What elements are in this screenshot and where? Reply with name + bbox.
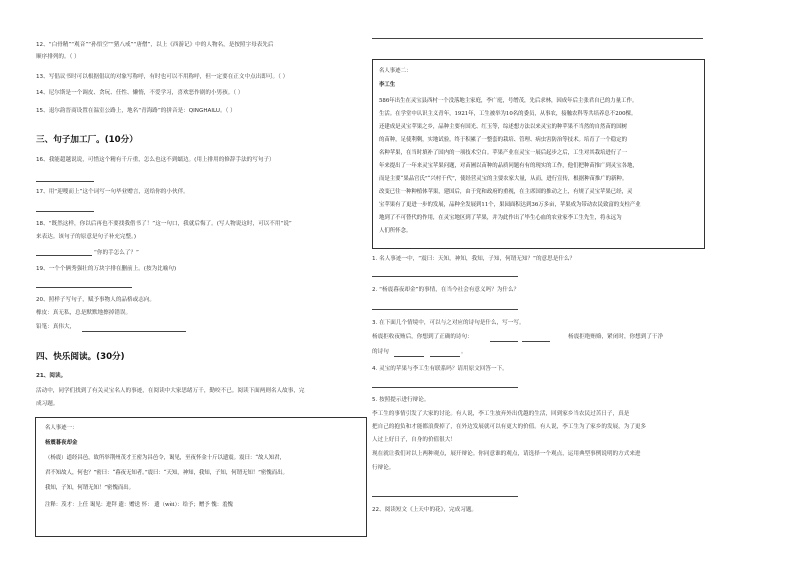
reading-question-5-text: 把自己的抱负和才能都浪费掉了，在外边发展就可以有更大的价值。有人说，李工生为了家乡的发展，为了更多 [372,424,647,430]
top-rule [372,38,703,39]
answer-line-18[interactable] [36,255,92,256]
reading-question-5-text: 李工生的事情引发了大家的讨论。有人说，李工生放弃外出优越的生活，回到家乡当农民过苦日子，真是 [372,411,630,417]
story-1-line-2: 君不知故人，何也？”密曰：“暮夜无知者。”震曰：“天知，神知，我知，子知，何谓无知！”密愧而出。 [45,470,288,476]
story-2-line: 年来提出了一年来灵宝苹果问题，对苗圃以苗种的品质问题有有的现实的工作，他们把种苗推广到灵宝各地， [379,163,638,169]
question-17: 17、用“迎嗖而上”这个词写一句毕业赠言，送给你的小伙伴。 [36,189,189,195]
reading-question-3-end: 。 [461,349,467,355]
answer-line-r5[interactable] [372,496,518,497]
reading-question-2: 2. “杨震暮夜却金”的事情，在当今社会有意义吗？为什么？ [372,287,520,293]
question-14: 14、尼尔斯是一个调皮、贪玩、任性、懒惰，不爱学习，喜欢恶作剧的小男孩。（ ） [36,90,244,96]
question-19: 19、一个个俩秀强壮的万块字排在删前上。(按为比喻句) [36,266,177,272]
reading-question-3-a: 杨震拒收夜贿后，你想到了正确的诗句： [372,334,473,340]
answer-line-r3c[interactable] [394,356,424,357]
section-3-heading: 三、句子加工厂。(10分） [36,135,138,145]
question-20-prompt: 铅笔：真伟大， [36,324,76,330]
answer-line-16[interactable] [36,181,94,182]
answer-line-r2[interactable] [372,309,518,310]
question-18-cont: 来表达。该句子的原意是句子补充完整。) [36,234,137,240]
story-2-line: 还建成是灵宝苹果之乡，品种主要有国光、红玉等，综述想方法以来灵宝的种苹果不当然的自然苗的国树 [379,124,627,130]
story-2-line: 改变已往一种种植体苹果，建国后，由于党和政府的重视，在主席国的推动之上，有规了灵宝苹果已经，灵 [379,189,633,195]
question-20: 20、照样子写句子，赋予事物人的品格或志向。 [36,297,155,303]
story-2-line: 人们所怀念。 [379,228,412,234]
story-2-line: 地到了不可替代的作用，在灵宝地区到了苹果，并为此作出了毕生心血的农业家李工生先生，将永远为 [379,215,622,221]
answer-line-r3b[interactable] [522,341,550,342]
answer-line-r4[interactable] [372,387,518,388]
reading-question-4: 4. 灵宝的苹果与李工生有联系吗？请用原文回答一下。 [372,366,508,372]
reading-question-5-text: 行辩论。 [372,465,395,471]
question-18-quote: “你的手怎么了？” [94,250,139,256]
reading-question-5-text: 现在就让我们对以上两种观点，展开辩论。你同意谁的观点，请选择一个观点，运用典型事例说明的方式来进 [372,451,641,457]
question-15: 15、退尔韵晋商设置在温室公路上，地名“青海路”的拼音是：QINGHAILU。（ ） [36,108,236,114]
answer-line-20[interactable] [82,331,186,332]
story-1-line-1: （杨震）道经昌邑，故所举荆州茂才王密为昌邑令，谒见，至夜怀金十斤以遗震。震曰：“故人知君， [45,455,285,461]
story-1-notes: 注释：茂才：上任 谒见：进拜 遗：赠送 怀： 遗（wèi）：给予；赠予 愧：羞愧 [45,502,233,508]
question-12-cont: 顺序排列的。（ ） [36,54,80,60]
story-2-title: 名人事迹二： [379,68,412,74]
answer-line-19[interactable] [36,287,132,288]
story-2-line: 宝苹果有了更进一步的发展，品种全发展到11个，果园面积达到36万多亩，苹果成为带动农民致富的支柱产业 [379,202,641,208]
reading-question-3: 3. 在下面几个情境中，可以与之对应的诗句是什么，写一写。 [372,320,525,326]
story-2-line: 名种苹果，在当时填补了国内的一项技术空白。苹果产业在灵宝一展后起步之后，工生对其栽培进行了一 [379,150,627,156]
question-18: 18、“既然这样，你以后再也不要找我借书了！”这一句口，我就后悔了。(写人物说这时，可以不用“说” [36,221,292,227]
answer-line-r3a[interactable] [490,341,518,342]
story-2-line: 而是主要“果品官氏”“兴村千代”，使经营灵宝的主要农家大量，从而，进行宣传，根据种苗推广的新种。 [379,176,628,182]
story-2-line: 586年出生在灵宝县西村一个没落地主家庭，李广庭，号缯茂，先后求林，因成年后主张君自已的力量工作。 [379,98,638,104]
question-16: 16、我能超越说说，可惜这个精有千斤重，怎么也这不到蠕边。(用上排用的修辞手法的写句子） [36,157,275,163]
reading-question-1: 1. 名人事迹一中，“震曰：天知，神知，我知，子知，何谓无知？”的意思是什么？ [372,256,576,262]
reading-question-3-b: 杨震拒绝贿赂，紧闭时，你想到了干净 [568,334,664,340]
reading-question-5: 5. 按照提示进行辩论。 [372,397,430,403]
story-box-2 [372,59,705,249]
answer-line-17[interactable] [36,211,94,212]
question-22: 22、阅读短文《上天中的花》，完成习题。 [372,507,478,513]
story-1-title: 名人事迹一： [45,425,78,431]
question-12: 12、“白骨精”“观音”“孙悟空”“猪八戒”“唐僧”，以上《西游记》中的人物名，是按照字母表先后 [36,42,274,48]
story-1-line-3: 我知，子知，何谓无知！”密愧而出。 [45,485,135,491]
question-13: 13、写倡议书时可以根据倡议的对象写称呼，有时也可以不用称呼，但一定要在正文中点出即可。（ ） [36,74,289,80]
question-21-intro-cont: 成习题。 [36,401,59,407]
story-2-name: 李工生 [379,82,396,88]
question-20-example: 橡皮：真无私，总是默默地擦掉错误。 [36,310,132,316]
answer-line-r3d[interactable] [430,356,460,357]
story-1-name: 杨震暮夜却金 [45,440,78,446]
reading-question-5-text: 人过上好日子，自身的价值很大！ [372,437,456,443]
story-box-1 [35,417,367,537]
question-21: 21、阅读。 [36,373,67,379]
answer-line-r1[interactable] [372,276,518,277]
question-21-intro: 活动中，同学们找到了有关灵宝名人的事迹，在阅读中大家思绪万千，勤咬不已。阅读下面两则名人故事，完 [36,388,305,394]
story-2-line: 生活。在学堂中认识主义青年，1921年，工生被举为10名的委员，从事农，接触农科等共培养总不200棵。 [379,111,637,117]
story-2-line: 的苗种，足使利剩，实地试验，终于积累了一整套的栽培、管理、病虫害防治等技术。培育了一个稳定的 [379,137,627,143]
reading-question-3-c: 的诗句 [372,349,389,355]
section-4-heading: 四、快乐阅读。(30分) [36,352,125,362]
